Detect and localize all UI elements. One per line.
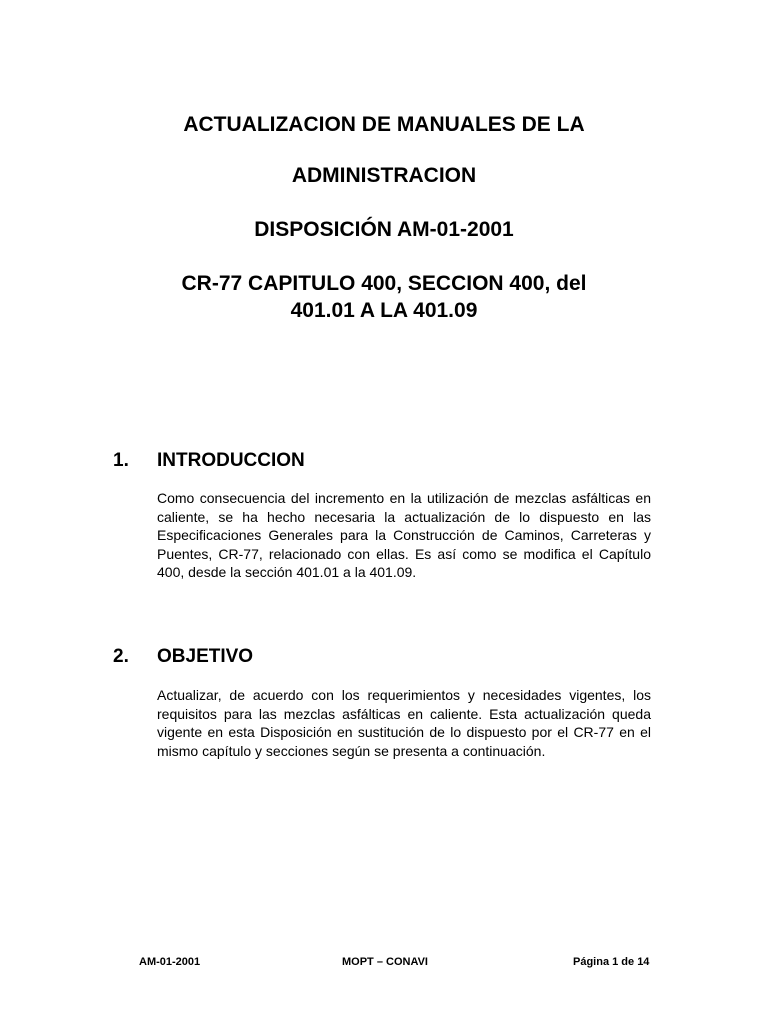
footer-organization: MOPT – CONAVI <box>342 956 428 968</box>
section-1-title: INTRODUCCION <box>157 450 305 471</box>
section-2-line-2: requisitos para las mezclas asfálticas en caliente. Esta actualización queda <box>157 705 651 722</box>
footer-document-code: AM-01-2001 <box>139 956 201 968</box>
section-2-number: 2. <box>113 646 129 667</box>
chapter-heading-line-1: CR-77 CAPITULO 400, SECCION 400, del <box>181 272 587 295</box>
section-1-line-5: 400, desde la sección 401.01 a la 401.09. <box>157 564 417 580</box>
section-1-line-4: Puentes, CR-77, relacionado con ellas. Es así como se modifica el Capítulo <box>157 545 651 562</box>
section-2-title: OBJETIVO <box>157 646 254 667</box>
section-1-number: 1. <box>113 450 129 471</box>
title-line-1: ACTUALIZACION DE MANUALES DE LA <box>183 113 585 136</box>
section-2-paragraph <box>157 686 651 760</box>
chapter-heading-line-2: 401.01 A LA 401.09 <box>290 299 478 322</box>
disposition-heading: DISPOSICIÓN AM-01-2001 <box>254 218 514 241</box>
title-line-2: ADMINISTRACION <box>291 164 477 187</box>
footer-page-number: Página 1 de 14 <box>573 956 650 968</box>
section-1-line-3: Especificaciones Generales para la Construcción de Caminos, Carreteras y <box>157 527 651 543</box>
section-2-line-3: vigente en esta Disposición en sustitución de lo dispuesto por el CR-77 en el <box>157 724 651 740</box>
section-2-line-4: mismo capítulo y secciones según se presenta a continuación. <box>157 742 546 759</box>
section-1-paragraph <box>157 489 651 582</box>
section-2-line-1: Actualizar, de acuerdo con los requerimientos y necesidades vigentes, los <box>157 687 651 703</box>
section-1-line-2: caliente, se ha hecho necesaria la actualización de lo dispuesto en las <box>157 508 651 525</box>
section-1-line-1: Como consecuencia del incremento en la utilización de mezclas asfálticas en <box>157 490 651 506</box>
